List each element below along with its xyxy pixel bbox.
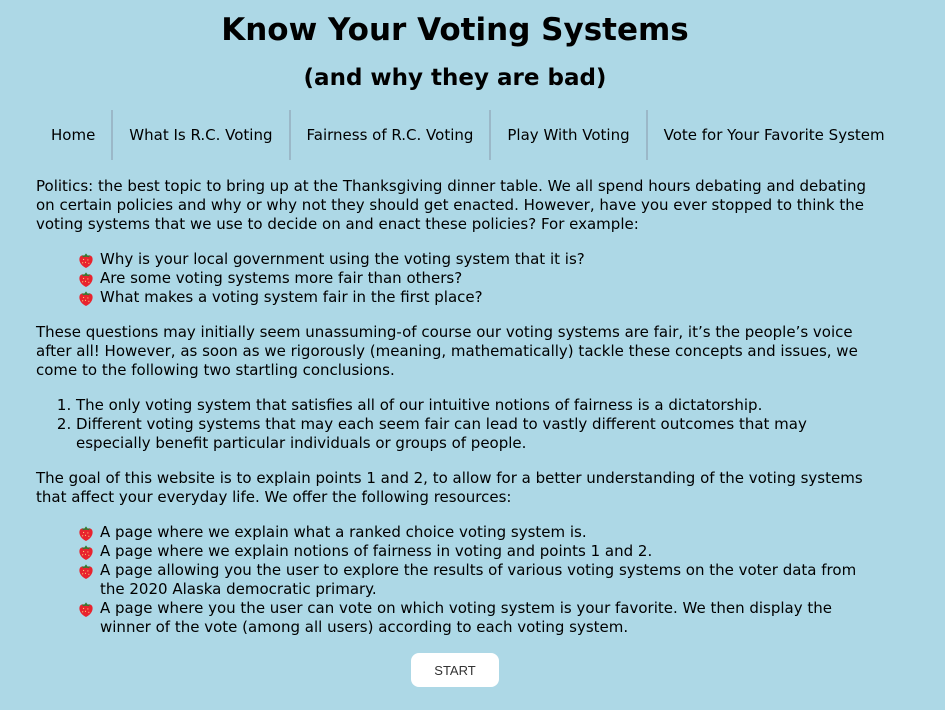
main-nav — [35, 110, 901, 160]
resource-text: A page where you the user can vote on which voting system is your favorite. We then display the winner of the vote (among all users) according to each voting system. — [100, 599, 832, 636]
list-item — [76, 599, 881, 637]
list-item — [76, 561, 881, 599]
question-text: What makes a voting system fair in the first place? — [100, 288, 483, 306]
page-subtitle: (and why they are bad) — [303, 65, 607, 91]
nav-item-play-with-voting[interactable]: Play With Voting — [489, 110, 645, 160]
list-item — [76, 523, 881, 542]
list-item: 2. Different voting systems that may each seem fair can lead to vastly different outcomes that may especially benefit particular individuals or groups of people. — [76, 415, 881, 453]
list-item — [76, 288, 881, 307]
question-text: Why is your local government using the voting system that it is? — [100, 250, 585, 268]
question-text: Are some voting systems more fair than others? — [100, 269, 463, 287]
strawberry-icon — [76, 542, 96, 561]
page-title: Know Your Voting Systems — [221, 12, 689, 48]
nav-item-fairness[interactable]: Fairness of R.C. Voting — [289, 110, 490, 160]
nav-item-vote-favorite[interactable]: Vote for Your Favorite System — [646, 110, 901, 160]
resources-paragraph: The goal of this website is to explain points 1 and 2, to allow for a better understanding of the voting systems that affect your everyday life. We offer the following resources: — [36, 469, 863, 506]
strawberry-icon — [76, 523, 96, 542]
conclusions-list — [36, 396, 881, 453]
resource-text: A page allowing you the user to explore the results of various voting systems on the voter data from the 2020 Alaska democratic primary. — [100, 561, 857, 598]
strawberry-icon — [76, 269, 96, 288]
resources-list — [36, 523, 881, 637]
strawberry-icon — [76, 288, 96, 307]
list-item — [76, 542, 881, 561]
list-item — [76, 269, 881, 288]
main-content — [36, 177, 881, 653]
resource-text: A page where we explain what a ranked choice voting system is. — [100, 523, 587, 541]
list-item: 1. The only voting system that satisfies all of our intuitive notions of fairness is a dictatorship. — [76, 396, 881, 415]
nav-item-home[interactable]: Home — [51, 126, 96, 144]
start-button[interactable]: START — [411, 653, 499, 687]
strawberry-icon — [76, 599, 96, 618]
resource-text: A page where we explain notions of fairness in voting and points 1 and 2. — [100, 542, 653, 560]
list-item — [76, 250, 881, 269]
strawberry-icon — [76, 250, 96, 269]
nav-item-what-is-rc-voting[interactable]: What Is R.C. Voting — [111, 110, 288, 160]
conclusions-paragraph: These questions may initially seem unassuming-of course our voting systems are fair, it’s the people’s voice after all! However, as soon as we rigorously (meaning, mathematically) tackle these concepts and issues, we come to the following two startling conclusions. — [36, 323, 858, 379]
strawberry-icon — [76, 561, 96, 580]
intro-paragraph: Politics: the best topic to bring up at the Thanksgiving dinner table. We all spend hours debating and debating on certain policies and why or why not they should get enacted. However, have you ever stopped to think the voting systems that we use to decide on and enact these policies? For example: — [36, 177, 866, 233]
questions-list — [36, 250, 881, 307]
